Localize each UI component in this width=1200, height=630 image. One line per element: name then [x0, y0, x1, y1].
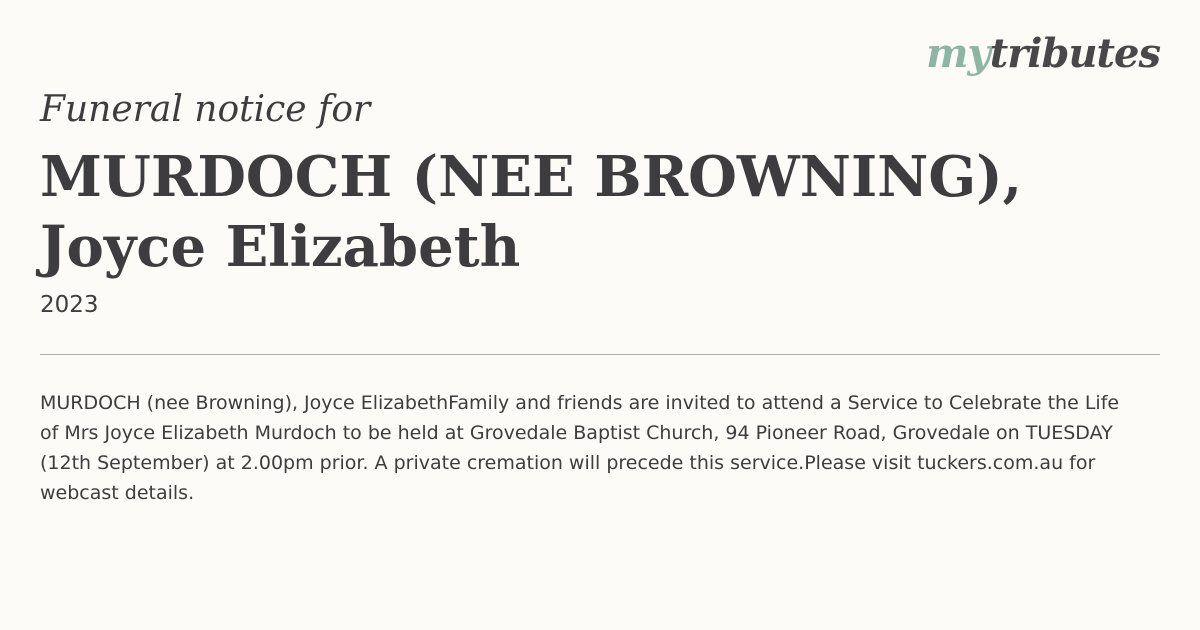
- logo-prefix: my: [926, 30, 990, 77]
- notice-body: MURDOCH (nee Browning), Joyce ElizabethFamily and friends are invited to attend a Service to Celebrate the Life of Mrs Joyce Elizabeth Murdoch to be held at Grovedale Baptist Church, 94 Pioneer Road, Grovedale on TUESDAY (12th September) at 2.00pm prior. A private cremation will precede this service.Please visit tuckers.com.au for webcast details.: [40, 392, 1120, 504]
- deceased-name-line-1: MURDOCH (NEE BROWNING),: [40, 144, 1023, 210]
- deceased-name-line-2: Joyce Elizabeth: [40, 214, 521, 280]
- deceased-name: [40, 142, 1140, 282]
- logo-suffix: tributes: [989, 30, 1160, 77]
- notice-year: 2023: [40, 292, 99, 318]
- divider: [40, 354, 1160, 355]
- notice-label: Funeral notice for: [40, 89, 371, 130]
- mytributes-logo[interactable]: [926, 32, 1160, 76]
